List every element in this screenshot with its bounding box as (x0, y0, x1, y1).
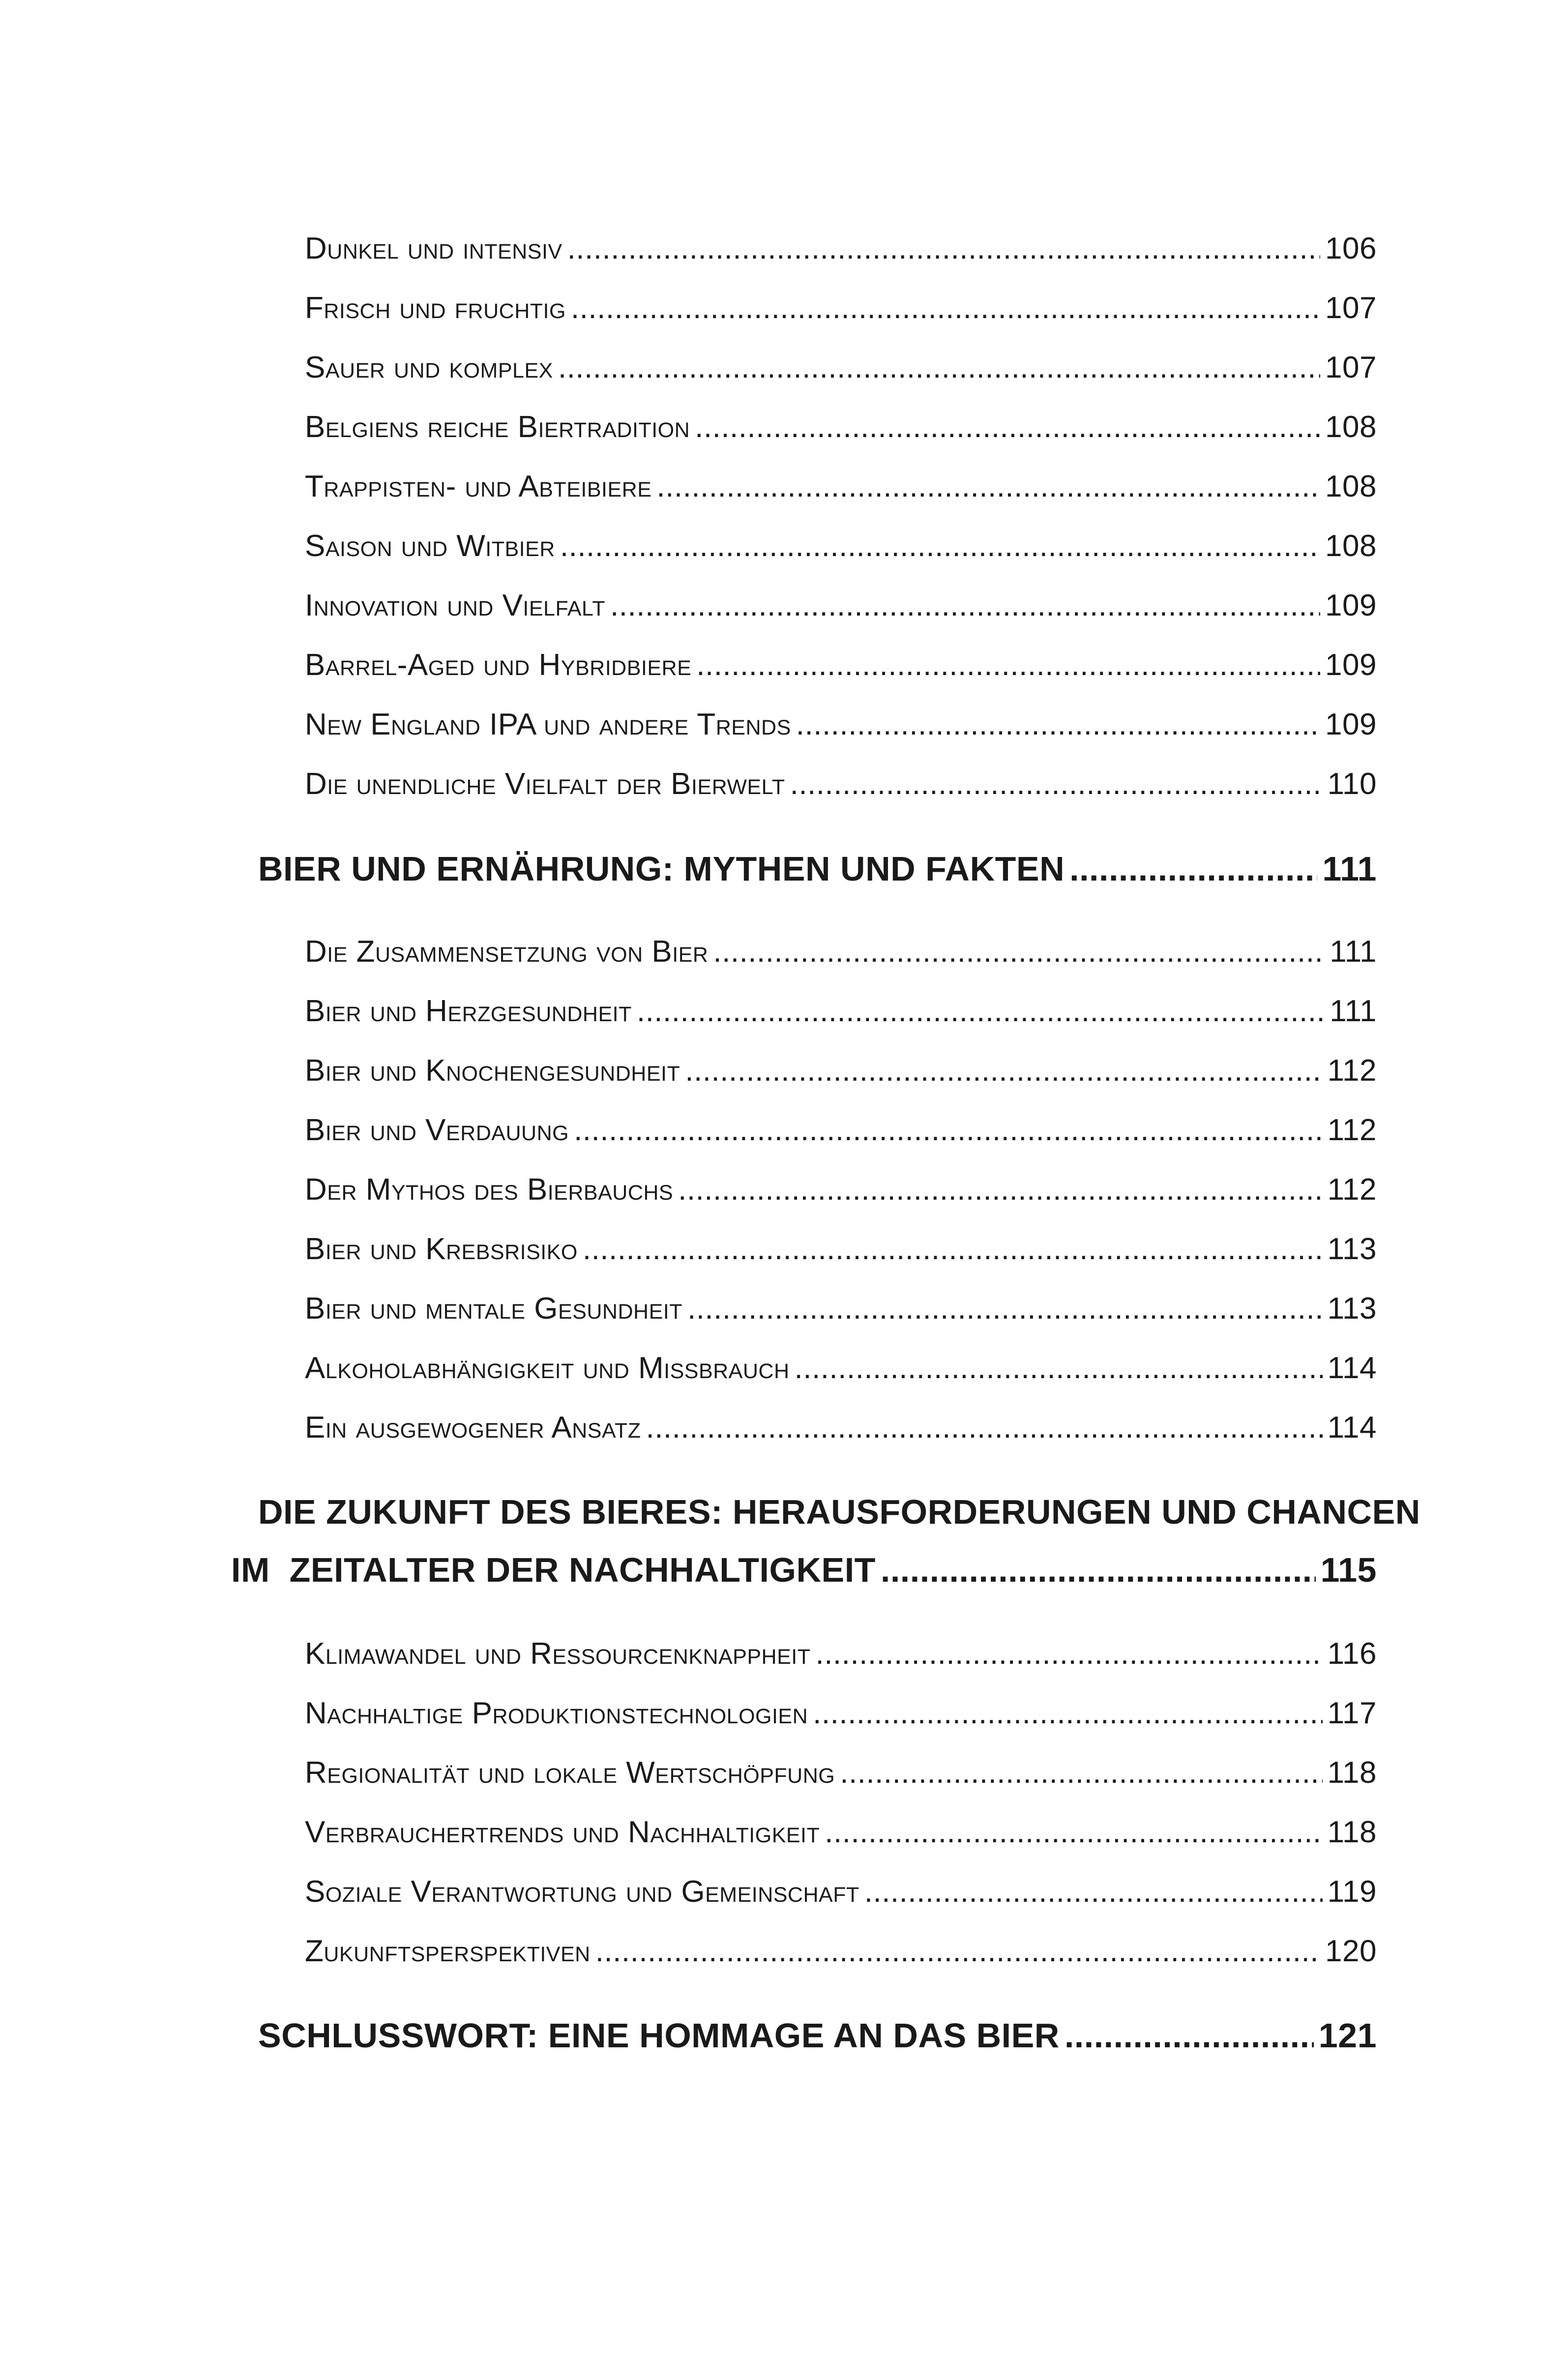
toc-entry-title: Verbrauchertrends und Nachhaltigkeit (305, 1815, 820, 1849)
dot-leader (571, 291, 1320, 325)
toc-chapter-page: 115 (1320, 1551, 1377, 1589)
dot-leader (687, 1291, 1323, 1326)
toc-entry[interactable] (305, 1755, 1377, 1804)
toc-entry[interactable] (305, 1636, 1377, 1685)
toc-entry-page: 120 (1325, 1934, 1377, 1968)
toc-entry[interactable] (305, 1351, 1377, 1400)
toc-entry-page: 112 (1327, 1113, 1377, 1147)
dot-leader (795, 1351, 1323, 1386)
toc-entry-title: Klimawandel und Ressourcenknappheit (305, 1637, 811, 1671)
toc-entry-title: Sauer und komplex (305, 351, 553, 384)
dot-leader (790, 767, 1323, 801)
dot-leader (864, 1874, 1323, 1909)
dot-leader (1069, 849, 1317, 888)
toc-entry-page: 108 (1325, 529, 1377, 563)
dot-leader (646, 1410, 1322, 1445)
toc-entry-title: Innovation und Vielfalt (305, 589, 606, 622)
toc-entry-page: 108 (1325, 410, 1377, 444)
toc-entry[interactable] (305, 1874, 1377, 1923)
toc-entry-title: Bier und Knochengesundheit (305, 1054, 680, 1088)
toc-entry-page: 116 (1327, 1637, 1377, 1671)
toc-entry-title: Dunkel und intensiv (305, 232, 562, 266)
toc-chapter-title-line1: DIE ZUKUNFT DES BIERES: HERAUSFORDERUNGEN UND CHANCEN (258, 1493, 1420, 1531)
toc-entry-page: 108 (1325, 470, 1377, 503)
toc-chapter-title-line2: IM ZEITALTER DER NACHHALTIGKEIT (231, 1551, 876, 1589)
dot-leader (685, 1053, 1322, 1088)
toc-entry-title: Der Mythos des Bierbauchs (305, 1173, 674, 1207)
dot-leader (560, 529, 1320, 563)
toc-entry-page: 118 (1327, 1756, 1377, 1790)
toc-chapter-title: BIER UND ERNÄHRUNG: MYTHEN UND FAKTEN (258, 850, 1065, 888)
dot-leader (678, 1172, 1323, 1207)
toc-entry[interactable] (305, 350, 1377, 399)
toc-entry[interactable] (305, 1172, 1377, 1221)
toc-entry-page: 111 (1330, 994, 1377, 1028)
dot-leader (825, 1815, 1322, 1850)
toc-entry-page: 109 (1325, 708, 1377, 741)
toc-entry[interactable] (305, 1934, 1377, 1983)
toc-entry[interactable] (305, 994, 1377, 1043)
toc-entry-title: Trappisten- und Abteibiere (305, 470, 652, 503)
toc-entry-title: Regionalität und lokale Wertschöpfung (305, 1756, 835, 1790)
toc-entry-page: 113 (1327, 1232, 1377, 1266)
toc-entry-title: Barrel-Aged und Hybridbiere (305, 648, 692, 682)
toc-entry-title: Zukunftsperspektiven (305, 1934, 591, 1968)
dot-leader (637, 994, 1325, 1029)
toc-entry[interactable] (305, 1696, 1377, 1745)
toc-chapter-entry[interactable] (258, 849, 1377, 903)
toc-entry[interactable] (305, 767, 1377, 816)
dot-leader (813, 1696, 1322, 1731)
toc-entry-title: Die Zusammensetzung von Bier (305, 935, 709, 969)
toc-entry[interactable] (305, 1410, 1377, 1459)
toc-entry-title: Die unendliche Vielfalt der Bierwelt (305, 767, 785, 801)
toc-entry-page: 110 (1327, 767, 1377, 801)
dot-leader (574, 1113, 1323, 1148)
toc-entry-title: Ein ausgewogener Ansatz (305, 1411, 641, 1445)
toc-entry-title: Bier und Herzgesundheit (305, 994, 632, 1028)
dot-leader (558, 350, 1320, 385)
toc-entry-title: New England IPA und andere Trends (305, 708, 791, 741)
toc-entry-page: 114 (1327, 1411, 1377, 1445)
toc-entry-title: Alkoholabhängigkeit und Missbrauch (305, 1351, 790, 1385)
toc-entry[interactable] (305, 1232, 1377, 1281)
toc-chapter-page: 111 (1322, 850, 1377, 888)
toc-entry[interactable] (305, 469, 1377, 518)
toc-entry[interactable] (305, 410, 1377, 459)
dot-leader (696, 648, 1320, 682)
toc-entry[interactable] (305, 529, 1377, 578)
toc-entry-page: 107 (1325, 291, 1377, 325)
toc-entry-title: Nachhaltige Produktionstechnologien (305, 1696, 808, 1730)
toc-entry-page: 113 (1327, 1292, 1377, 1326)
dot-leader (881, 1550, 1316, 1590)
toc-entry[interactable] (305, 648, 1377, 697)
toc-entry[interactable] (305, 291, 1377, 340)
dot-leader (796, 707, 1320, 742)
dot-leader (815, 1636, 1322, 1671)
toc-entry-page: 112 (1327, 1173, 1377, 1207)
dot-leader (567, 231, 1320, 266)
toc-entry-page: 109 (1325, 648, 1377, 682)
toc-entry-page: 118 (1327, 1815, 1377, 1849)
toc-entry-page: 119 (1327, 1875, 1377, 1909)
toc-entry[interactable] (305, 707, 1377, 756)
toc-chapter-title: SCHLUSSWORT: EINE HOMMAGE AN DAS BIER (258, 2016, 1060, 2055)
dot-leader (1065, 2016, 1314, 2055)
toc-chapter-title-line2-row (231, 1550, 1377, 1590)
toc-entry-title: Frisch und fruchtig (305, 291, 566, 325)
toc-entry[interactable] (305, 588, 1377, 637)
toc-entry-page: 112 (1327, 1054, 1377, 1088)
toc-chapter-page: 121 (1318, 2016, 1377, 2055)
toc-entry-title: Bier und mentale Gesundheit (305, 1292, 682, 1326)
toc-entry[interactable] (305, 1291, 1377, 1340)
toc-entry-title: Bier und Krebsrisiko (305, 1232, 578, 1266)
toc-entry-page: 107 (1325, 351, 1377, 384)
dot-leader (595, 1934, 1320, 1969)
toc-entry-title: Belgiens reiche Biertradition (305, 410, 690, 444)
dot-leader (713, 934, 1325, 969)
toc-entry-page: 106 (1325, 232, 1377, 266)
dot-leader (583, 1232, 1323, 1267)
toc-entry-title: Soziale Verantwortung und Gemeinschaft (305, 1875, 859, 1909)
dot-leader (695, 410, 1320, 444)
toc-entry[interactable] (305, 1053, 1377, 1102)
toc-entry-page: 114 (1327, 1351, 1377, 1385)
toc-entry[interactable] (305, 1815, 1377, 1864)
toc-entry[interactable] (305, 934, 1377, 983)
dot-leader (840, 1755, 1322, 1790)
toc-entry-title: Saison und Witbier (305, 529, 555, 563)
toc-entry-page: 109 (1325, 589, 1377, 622)
toc-chapter-entry[interactable] (258, 2016, 1377, 2070)
toc-entry-page: 117 (1327, 1696, 1377, 1730)
dot-leader (656, 469, 1320, 504)
dot-leader (610, 588, 1320, 623)
toc-entry-page: 111 (1330, 935, 1377, 969)
toc-entry[interactable] (305, 231, 1377, 280)
toc-entry-title: Bier und Verdauung (305, 1113, 569, 1147)
toc-entry[interactable] (305, 1113, 1377, 1162)
